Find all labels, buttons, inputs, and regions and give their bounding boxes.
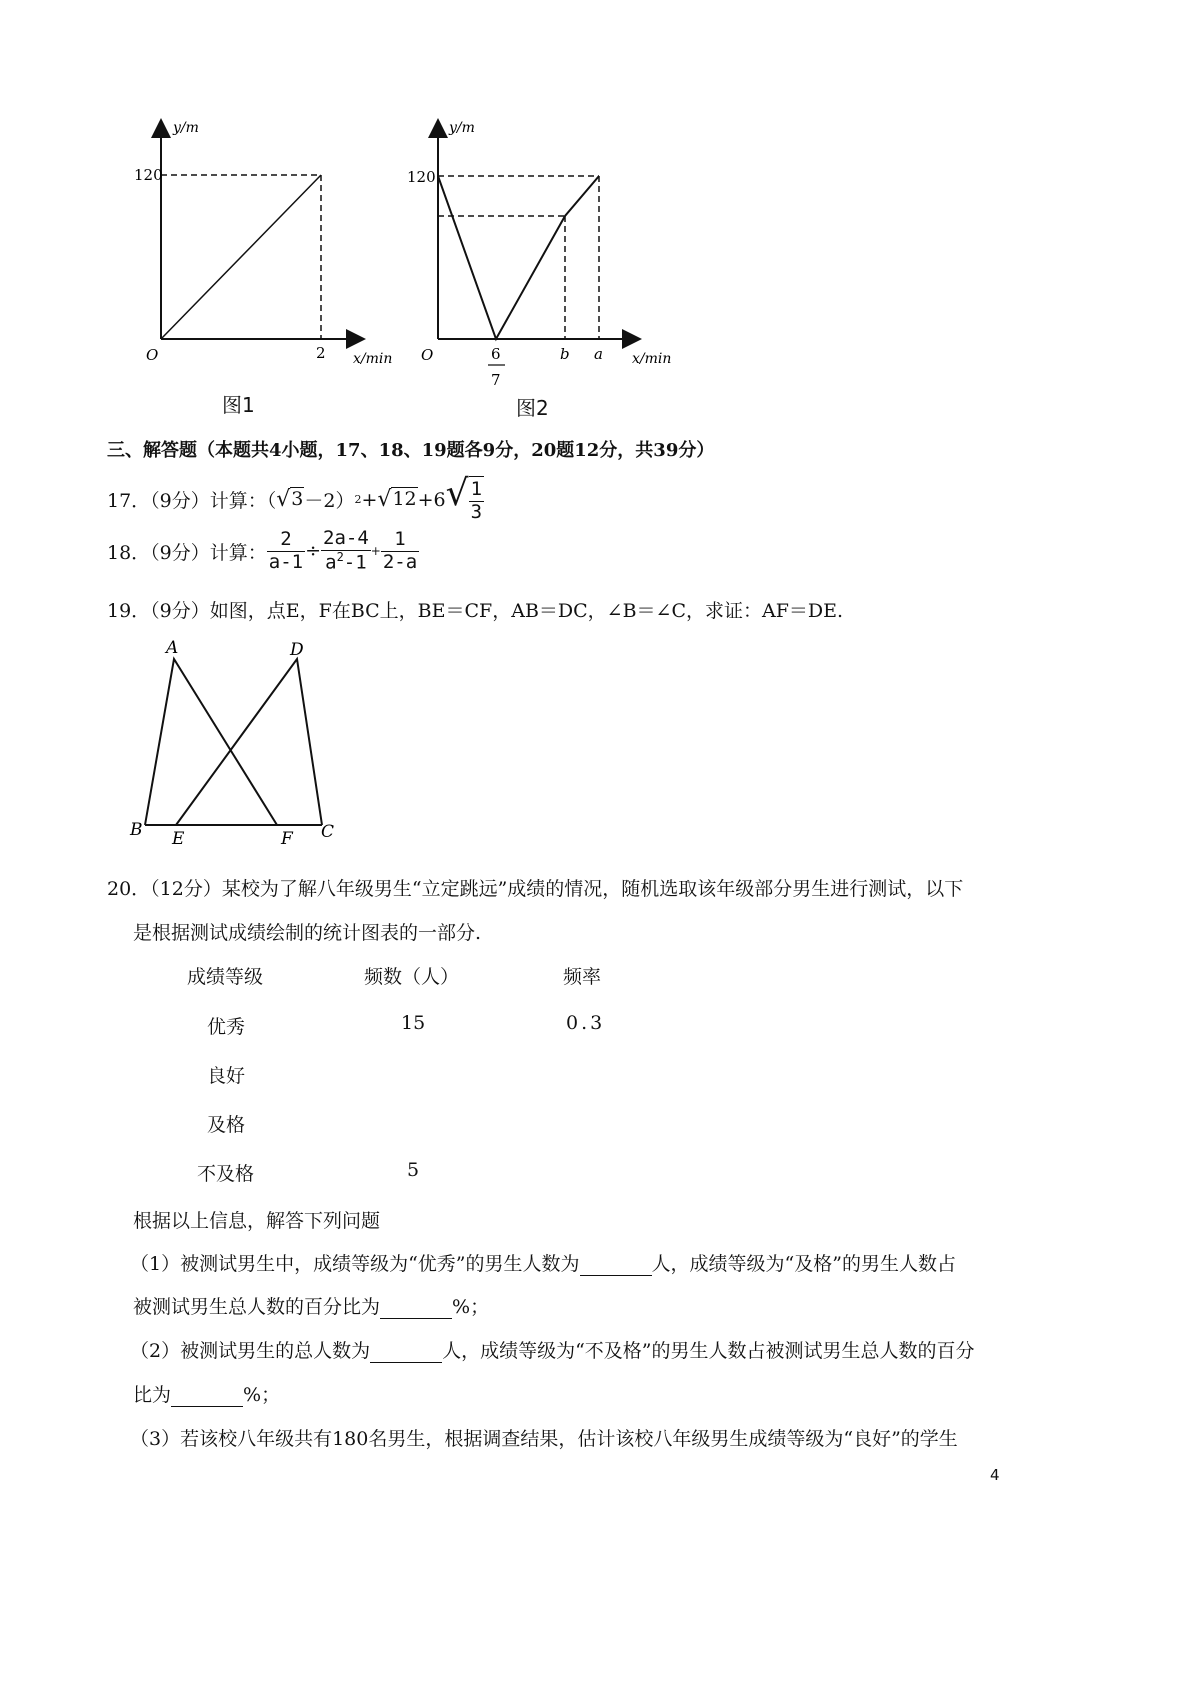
plus-sign: + <box>370 544 381 558</box>
origin-label: O <box>146 346 159 364</box>
table-header-count: 频数（人） <box>364 966 460 988</box>
x-tick-fraction-num: 6 <box>491 345 501 363</box>
segment-DCE <box>176 659 322 825</box>
origin-label: O <box>421 346 434 364</box>
point-F: F <box>281 829 293 849</box>
point-C: C <box>321 822 335 842</box>
page-number: 4 <box>990 1466 1000 1484</box>
q17-prefix: 17．（9分）计算：（ <box>107 490 277 513</box>
q20-part-1-line-1: （1）被测试男生中，成绩等级为“优秀”的男生人数为 人，成绩等级为“及格”的男生人数占 <box>130 1253 956 1275</box>
answer-blank[interactable] <box>580 1257 652 1276</box>
graph-line <box>438 176 599 339</box>
answer-blank[interactable] <box>171 1388 243 1407</box>
y-tick-120: 120 <box>407 168 436 186</box>
table-row-4-count: 5 <box>407 1159 420 1181</box>
table-row-3-grade: 及格 <box>207 1114 246 1136</box>
point-D: D <box>290 640 304 660</box>
question-20-line-2: 是根据测试成绩绘制的统计图表的一部分. <box>133 922 482 944</box>
answer-blank[interactable] <box>380 1300 452 1319</box>
x-tick-fraction-den: 7 <box>491 371 501 389</box>
x-tick-b: b <box>560 345 570 363</box>
table-row-1-rate: 0.3 <box>566 1012 606 1034</box>
point-B: B <box>130 820 143 840</box>
x-axis-label: x/min <box>632 351 672 367</box>
figure-triangles <box>120 632 350 857</box>
sqrt-fraction: √ $\frac{1}{3}$ <box>445 473 483 523</box>
fraction-2: $\frac{2a-4}{a^2-1}$ <box>323 527 369 574</box>
section-heading: 三、解答题（本题共4小题，17、18、19题各9分，20题12分，共39分） <box>107 440 715 461</box>
q17-minus: －2） <box>304 490 355 513</box>
q18-prefix: 18．（9分）计算： <box>107 541 267 564</box>
figure-1-caption: 图1 <box>222 393 255 417</box>
figure-2 <box>405 110 685 400</box>
y-tick-120: 120 <box>134 166 163 184</box>
x-tick-a: a <box>594 345 603 363</box>
figure-1 <box>134 110 393 380</box>
figure-2-caption: 图2 <box>516 396 549 420</box>
table-header-grade: 成绩等级 <box>187 966 264 988</box>
q17-plus: + <box>361 488 378 511</box>
q20-intro: 根据以上信息，解答下列问题 <box>133 1210 381 1232</box>
question-20-line-1: 20．（12分）某校为了解八年级男生“立定跳远”成绩的情况，随机选取该年级部分男生进行测试，以下 <box>107 878 964 900</box>
table-row-1-count: 15 <box>401 1012 426 1034</box>
q20-part-2-line-1: （2）被测试男生的总人数为 人，成绩等级为“不及格”的男生人数占被测试男生总人数的百分 <box>130 1340 975 1362</box>
y-axis-label: y/m <box>173 120 199 136</box>
y-axis-label: y/m <box>449 120 475 136</box>
q20-part-3-line-1: （3）若该校八年级共有180名男生，根据调查结果，估计该校八年级男生成绩等级为“良好”的学生 <box>130 1428 958 1450</box>
question-18 <box>107 528 419 574</box>
q17-exponent: 2 <box>354 493 362 507</box>
fraction-1: $\frac{2}{a-1}$ <box>268 527 304 573</box>
table-header-rate: 频率 <box>563 966 602 988</box>
sqrt-12: √ 12 <box>377 487 417 513</box>
question-19: 19．（9分）如图，点E，F在BC上，BE＝CF，AB＝DC，∠B＝∠C，求证：AF＝DE. <box>107 600 844 622</box>
segment-ABF <box>145 659 277 825</box>
sqrt-3: √ 3 <box>276 487 304 513</box>
q20-part-1-line-2: 被测试男生总人数的百分比为 %； <box>133 1296 490 1318</box>
point-E: E <box>172 829 185 849</box>
divide-sign: ÷ <box>305 540 322 562</box>
answer-blank[interactable] <box>370 1344 442 1363</box>
question-17 <box>107 473 484 524</box>
x-axis-label: x/min <box>353 351 393 367</box>
q17-plus-6: +6 <box>417 488 446 511</box>
q20-part-2-line-2: 比为 %； <box>133 1384 281 1406</box>
table-row-2-grade: 良好 <box>207 1065 246 1087</box>
graph-line <box>161 175 321 339</box>
table-row-1-grade: 优秀 <box>207 1016 246 1038</box>
point-A: A <box>166 638 179 658</box>
fraction-3: $\frac{1}{2-a}$ <box>382 527 418 573</box>
x-tick-2: 2 <box>316 344 326 362</box>
table-row-4-grade: 不及格 <box>197 1163 255 1185</box>
